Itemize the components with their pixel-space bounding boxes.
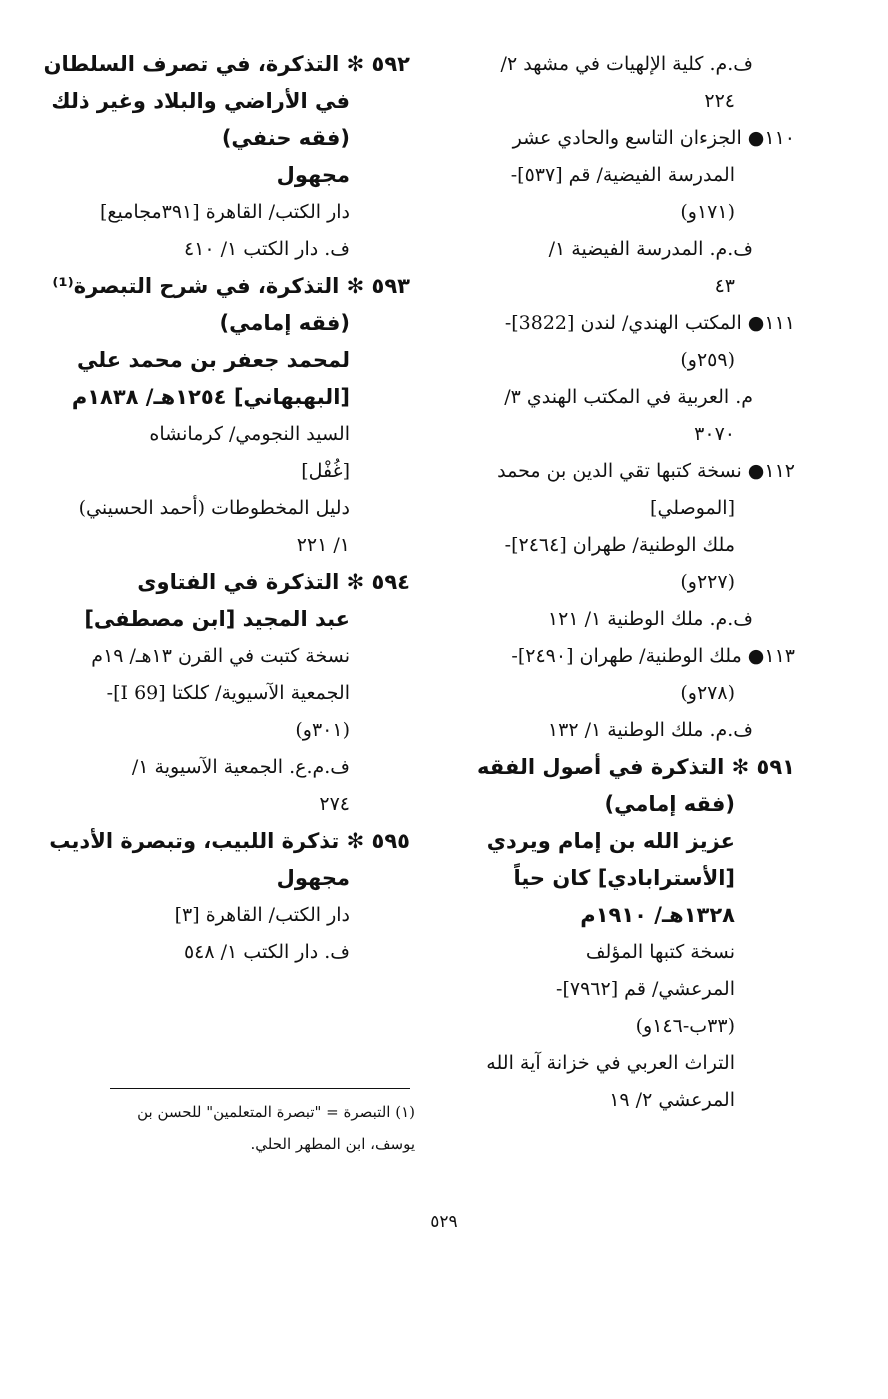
text-line: (١٧١و) (680, 201, 735, 223)
text-line: عبد المجيد [ابن مصطفى] (84, 607, 350, 631)
text-line: ف.م. المدرسة الفيضية ١/ (548, 238, 753, 260)
text-line: ١/ ٢٢١ (296, 534, 350, 556)
text-line: نسخة كتبها المؤلف (585, 941, 735, 963)
text-line: ٥٩٢ ✻ التذكرة، في تصرف السلطان (43, 52, 410, 76)
text-line: ٤٣ (714, 275, 735, 297)
text-line: ١١٣● ملك الوطنية/ طهران [٢٤٩٠]- (511, 645, 795, 667)
text-line: (٣٣ب-١٤٦و) (635, 1015, 735, 1037)
text-line: ٢٢٤ (704, 90, 735, 112)
footnotes (75, 1096, 415, 1160)
text-line: [الأسترابادي] كان حياً (513, 866, 735, 890)
text-line: نسخة كتبت في القرن ١٣هـ/ ١٩م (91, 645, 350, 667)
text-line: ٢٧٤ (319, 793, 350, 815)
text-line: ف.م. ملك الوطنية ١/ ١٣٢ (547, 719, 753, 741)
text-line: ف.م.ع. الجمعية الآسيوية ١/ (131, 756, 350, 778)
page-number: ٥٢٩ (430, 1212, 458, 1232)
right-column (455, 46, 795, 1119)
text-line: ف. دار الكتب ١/ ٤١٠ (183, 238, 350, 260)
text-line: [البهبهاني] ١٢٥٤هـ/ ١٨٣٨م (71, 385, 350, 409)
text-line: ٥٩٤ ✻ التذكرة في الفتاوى (137, 570, 410, 594)
text-line: دار الكتب/ القاهرة [٣] (174, 904, 350, 926)
text-line: ملك الوطنية/ طهران [٢٤٦٤]- (504, 534, 735, 556)
text-line: السيد النجومي/ كرمانشاه (149, 423, 350, 445)
text-line: دليل المخطوطات (أحمد الحسيني) (78, 497, 350, 519)
text-line: عزيز الله بن إمام ويردي (486, 829, 735, 853)
footnote-line: يوسف، ابن المطهر الحلي. (250, 1135, 415, 1153)
text-line: (فقه إمامي) (604, 792, 735, 816)
text-line: ٥٩٥ ✻ تذكرة اللبيب، وتبصرة الأديب (49, 829, 410, 853)
text-line: ٣٠٧٠ (694, 423, 735, 445)
text-line: ٥٩٣ ✻ التذكرة، في شرح التبصرة⁽¹⁾ (52, 274, 410, 298)
left-column (43, 46, 410, 971)
footnote-separator (110, 1088, 410, 1089)
text-line: دار الكتب/ القاهرة [٣٩١مجاميع] (99, 201, 350, 223)
text-line: المرعشي ٢/ ١٩ (609, 1089, 735, 1111)
text-line: (٣٠١و) (295, 719, 350, 741)
text-line: المرعشي/ قم [٧٩٦٢]- (556, 978, 735, 1000)
text-line: التراث العربي في خزانة آية الله (486, 1052, 735, 1074)
text-line: م. العربية في المكتب الهندي ٣/ (504, 386, 753, 408)
text-line: الجمعية الآسيوية/ كلكتا [69 I]- (106, 682, 350, 704)
text-line: (٢٥٩و) (680, 349, 735, 371)
text-line: ف.م. كلية الإلهيات في مشهد ٢/ (500, 53, 753, 75)
text-line: (فقه إمامي) (219, 311, 350, 335)
text-line: (٢٧٨و) (680, 682, 735, 704)
text-line: (٢٢٧و) (680, 571, 735, 593)
text-line: لمحمد جعفر بن محمد علي (76, 348, 350, 372)
footnote-line: (١) التبصرة = "تبصرة المتعلمين" للحسن بن (137, 1103, 415, 1121)
text-line: [الموصلي] (650, 497, 735, 519)
text-line: ٥٩١ ✻ التذكرة في أصول الفقه (477, 755, 795, 779)
text-line: (فقه حنفي) (221, 126, 350, 150)
text-line: ١١١● المكتب الهندي/ لندن [3822]- (504, 312, 795, 334)
text-line: ف. دار الكتب ١/ ٥٤٨ (183, 941, 350, 963)
text-line: في الأراضي والبلاد وغير ذلك (51, 89, 350, 113)
text-line: مجهول (276, 866, 350, 890)
text-line: ١٣٢٨هـ/ ١٩١٠م (580, 903, 735, 927)
text-line: مجهول (276, 163, 350, 187)
text-line: ف.م. ملك الوطنية ١/ ١٢١ (547, 608, 753, 630)
text-line: [غُفْل] (301, 460, 350, 482)
text-line: المدرسة الفيضية/ قم [٥٣٧]- (510, 164, 735, 186)
text-line: ١١٢● نسخة كتبها تقي الدين بن محمد (497, 460, 795, 482)
text-line: ١١٠● الجزءان التاسع والحادي عشر (512, 127, 795, 149)
